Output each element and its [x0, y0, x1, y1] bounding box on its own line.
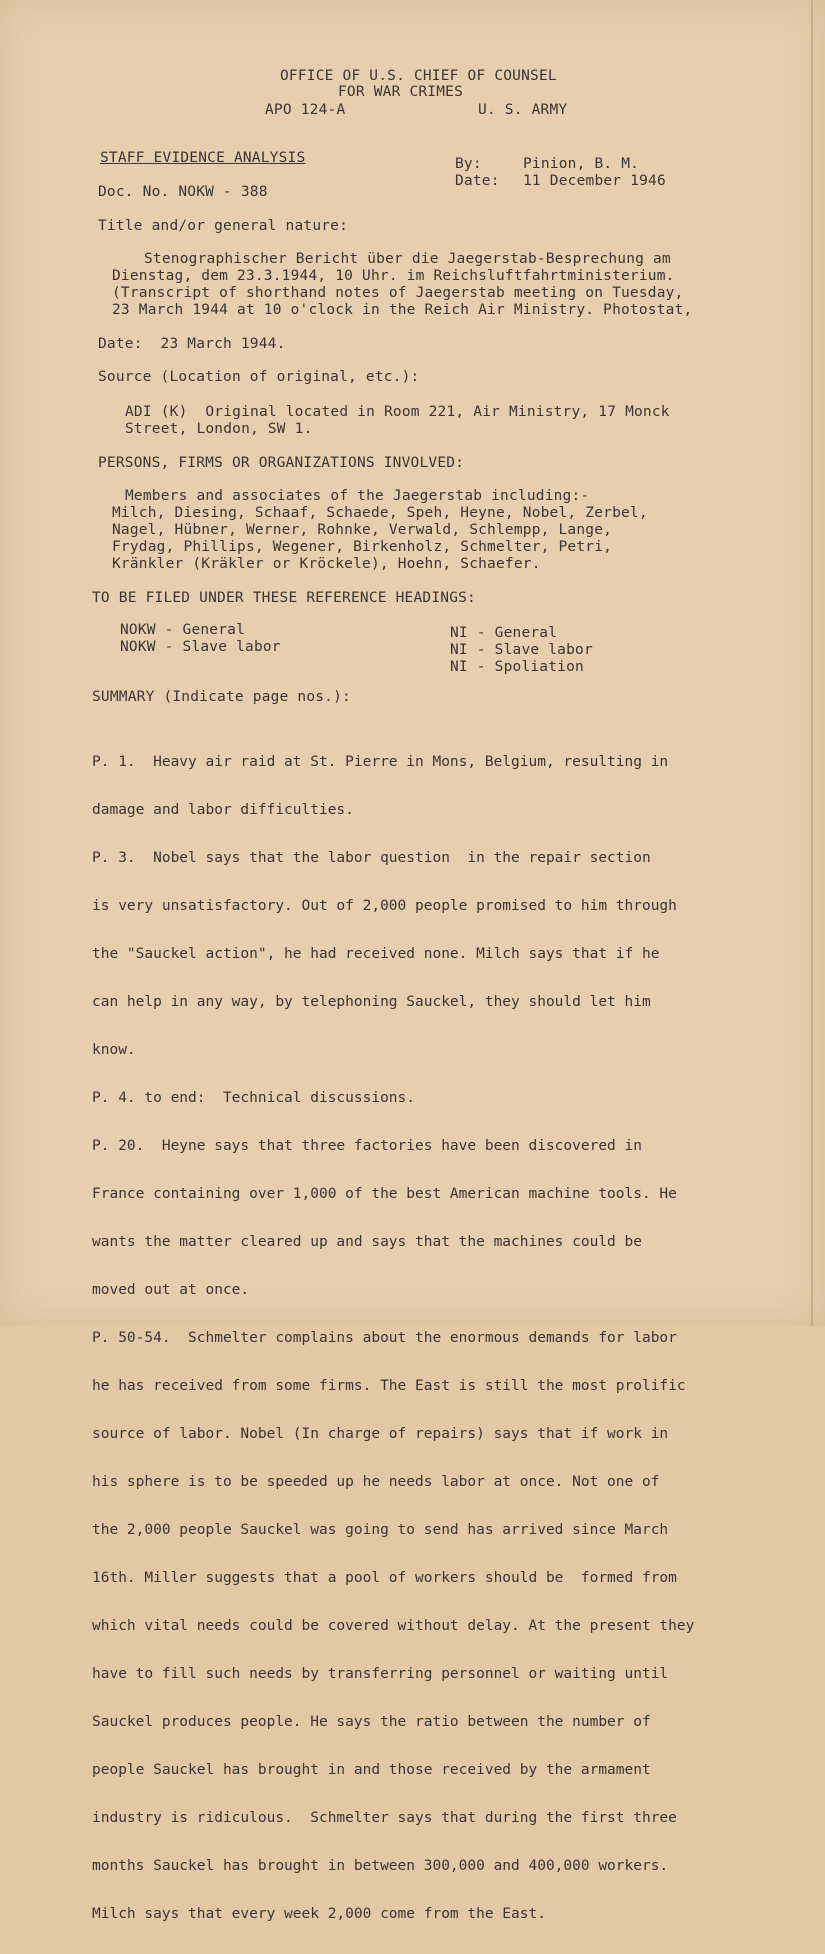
persons-line-2: Milch, Diesing, Schaaf, Schaede, Speh, Heyne, Nobel, Zerbel, [112, 505, 648, 521]
summary-line: wants the matter cleared up and says that the machines could be [92, 1234, 642, 1250]
summary-line: is very unsatisfactory. Out of 2,000 people promised to him through [92, 898, 677, 914]
analysis-heading: STAFF EVIDENCE ANALYSIS [100, 150, 306, 166]
summary-line: know. [92, 1042, 136, 1058]
summary-line: P. 4. to end: Technical discussions. [92, 1090, 416, 1106]
summary-body [92, 722, 694, 1954]
header-army: U. S. ARMY [478, 102, 568, 118]
header-war-crimes: FOR WAR CRIMES [338, 84, 464, 100]
heading-ni-spoliation: NI - Spoliation [450, 659, 584, 675]
persons-line-3: Nagel, Hübner, Werner, Rohnke, Verwald, Schlempp, Lange, [112, 522, 613, 538]
summary-line: his sphere is to be speeded up he needs labor at once. Not one of [92, 1474, 660, 1490]
persons-line-4: Frydag, Phillips, Wegener, Birkenholz, Schmelter, Petri, [112, 539, 613, 555]
page-edge [811, 0, 813, 1326]
heading-ni-general: NI - General [450, 625, 558, 641]
source-line-1: ADI (K) Original located in Room 221, Air Ministry, 17 Monck [125, 404, 670, 420]
persons-label: PERSONS, FIRMS OR ORGANIZATIONS INVOLVED: [98, 455, 465, 471]
date-label: Date: [455, 173, 500, 189]
by-label: By: [455, 156, 482, 172]
header-apo: APO 124-A [265, 102, 346, 118]
title-line-4: 23 March 1944 at 10 o'clock in the Reich Air Ministry. Photostat, [112, 302, 693, 318]
header-office: OFFICE OF U.S. CHIEF OF COUNSEL [280, 68, 557, 84]
by-value: Pinion, B. M. [523, 156, 640, 172]
heading-nokw-slave-labor: NOKW - Slave labor [120, 639, 281, 655]
summary-line: source of labor. Nobel (In charge of repairs) says that if work in [92, 1426, 669, 1442]
title-line-3: (Transcript of shorthand notes of Jaegerstab meeting on Tuesday, [112, 285, 684, 301]
summary-line: moved out at once. [92, 1282, 250, 1298]
heading-ni-slave-labor: NI - Slave labor [450, 642, 593, 658]
summary-line: 16th. Miller suggests that a pool of workers should be formed from [92, 1570, 677, 1586]
summary-line: people Sauckel has brought in and those received by the armament [92, 1762, 651, 1778]
summary-line: P. 3. Nobel says that the labor question in the repair section [92, 850, 651, 866]
summary-line: France containing over 1,000 of the best American machine tools. He [92, 1186, 677, 1202]
summary-line: P. 50-54. Schmelter complains about the enormous demands for labor [92, 1330, 677, 1346]
summary-line: can help in any way, by telephoning Sauckel, they should let him [92, 994, 651, 1010]
title-line-1: Stenographischer Bericht über die Jaegerstab-Besprechung am [144, 251, 671, 267]
summary-label: SUMMARY (Indicate page nos.): [92, 689, 351, 705]
summary-line: the "Sauckel action", he had received none. Milch says that if he [92, 946, 660, 962]
summary-line: P. 20. Heyne says that three factories have been discovered in [92, 1138, 642, 1154]
persons-line-1: Members and associates of the Jaegerstab including:- [125, 488, 590, 504]
title-line-2: Dienstag, dem 23.3.1944, 10 Uhr. im Reichsluftfahrtministerium. [112, 268, 675, 284]
date-line: Date: 23 March 1944. [98, 336, 286, 352]
source-label: Source (Location of original, etc.): [98, 369, 420, 385]
summary-line: the 2,000 people Sauckel was going to send has arrived since March [92, 1522, 669, 1538]
summary-line: Milch says that every week 2,000 come from the East. [92, 1906, 546, 1922]
summary-line: P. 1. Heavy air raid at St. Pierre in Mons, Belgium, resulting in [92, 754, 669, 770]
source-line-2: Street, London, SW 1. [125, 421, 313, 437]
date-value: 11 December 1946 [523, 173, 666, 189]
summary-line: months Sauckel has brought in between 300,000 and 400,000 workers. [92, 1858, 669, 1874]
filed-label: TO BE FILED UNDER THESE REFERENCE HEADINGS: [92, 590, 476, 606]
doc-number: Doc. No. NOKW - 388 [98, 184, 268, 200]
summary-line: damage and labor difficulties. [92, 802, 354, 818]
summary-line: have to fill such needs by transferring personnel or waiting until [92, 1666, 669, 1682]
summary-line: industry is ridiculous. Schmelter says that during the first three [92, 1810, 677, 1826]
summary-line: Sauckel produces people. He says the ratio between the number of [92, 1714, 651, 1730]
summary-line: he has received from some firms. The East is still the most prolific [92, 1378, 686, 1394]
title-label: Title and/or general nature: [98, 218, 349, 234]
summary-line: which vital needs could be covered without delay. At the present they [92, 1618, 695, 1634]
heading-nokw-general: NOKW - General [120, 622, 246, 638]
persons-line-5: Kränkler (Kräkler or Kröckele), Hoehn, Schaefer. [112, 556, 541, 572]
